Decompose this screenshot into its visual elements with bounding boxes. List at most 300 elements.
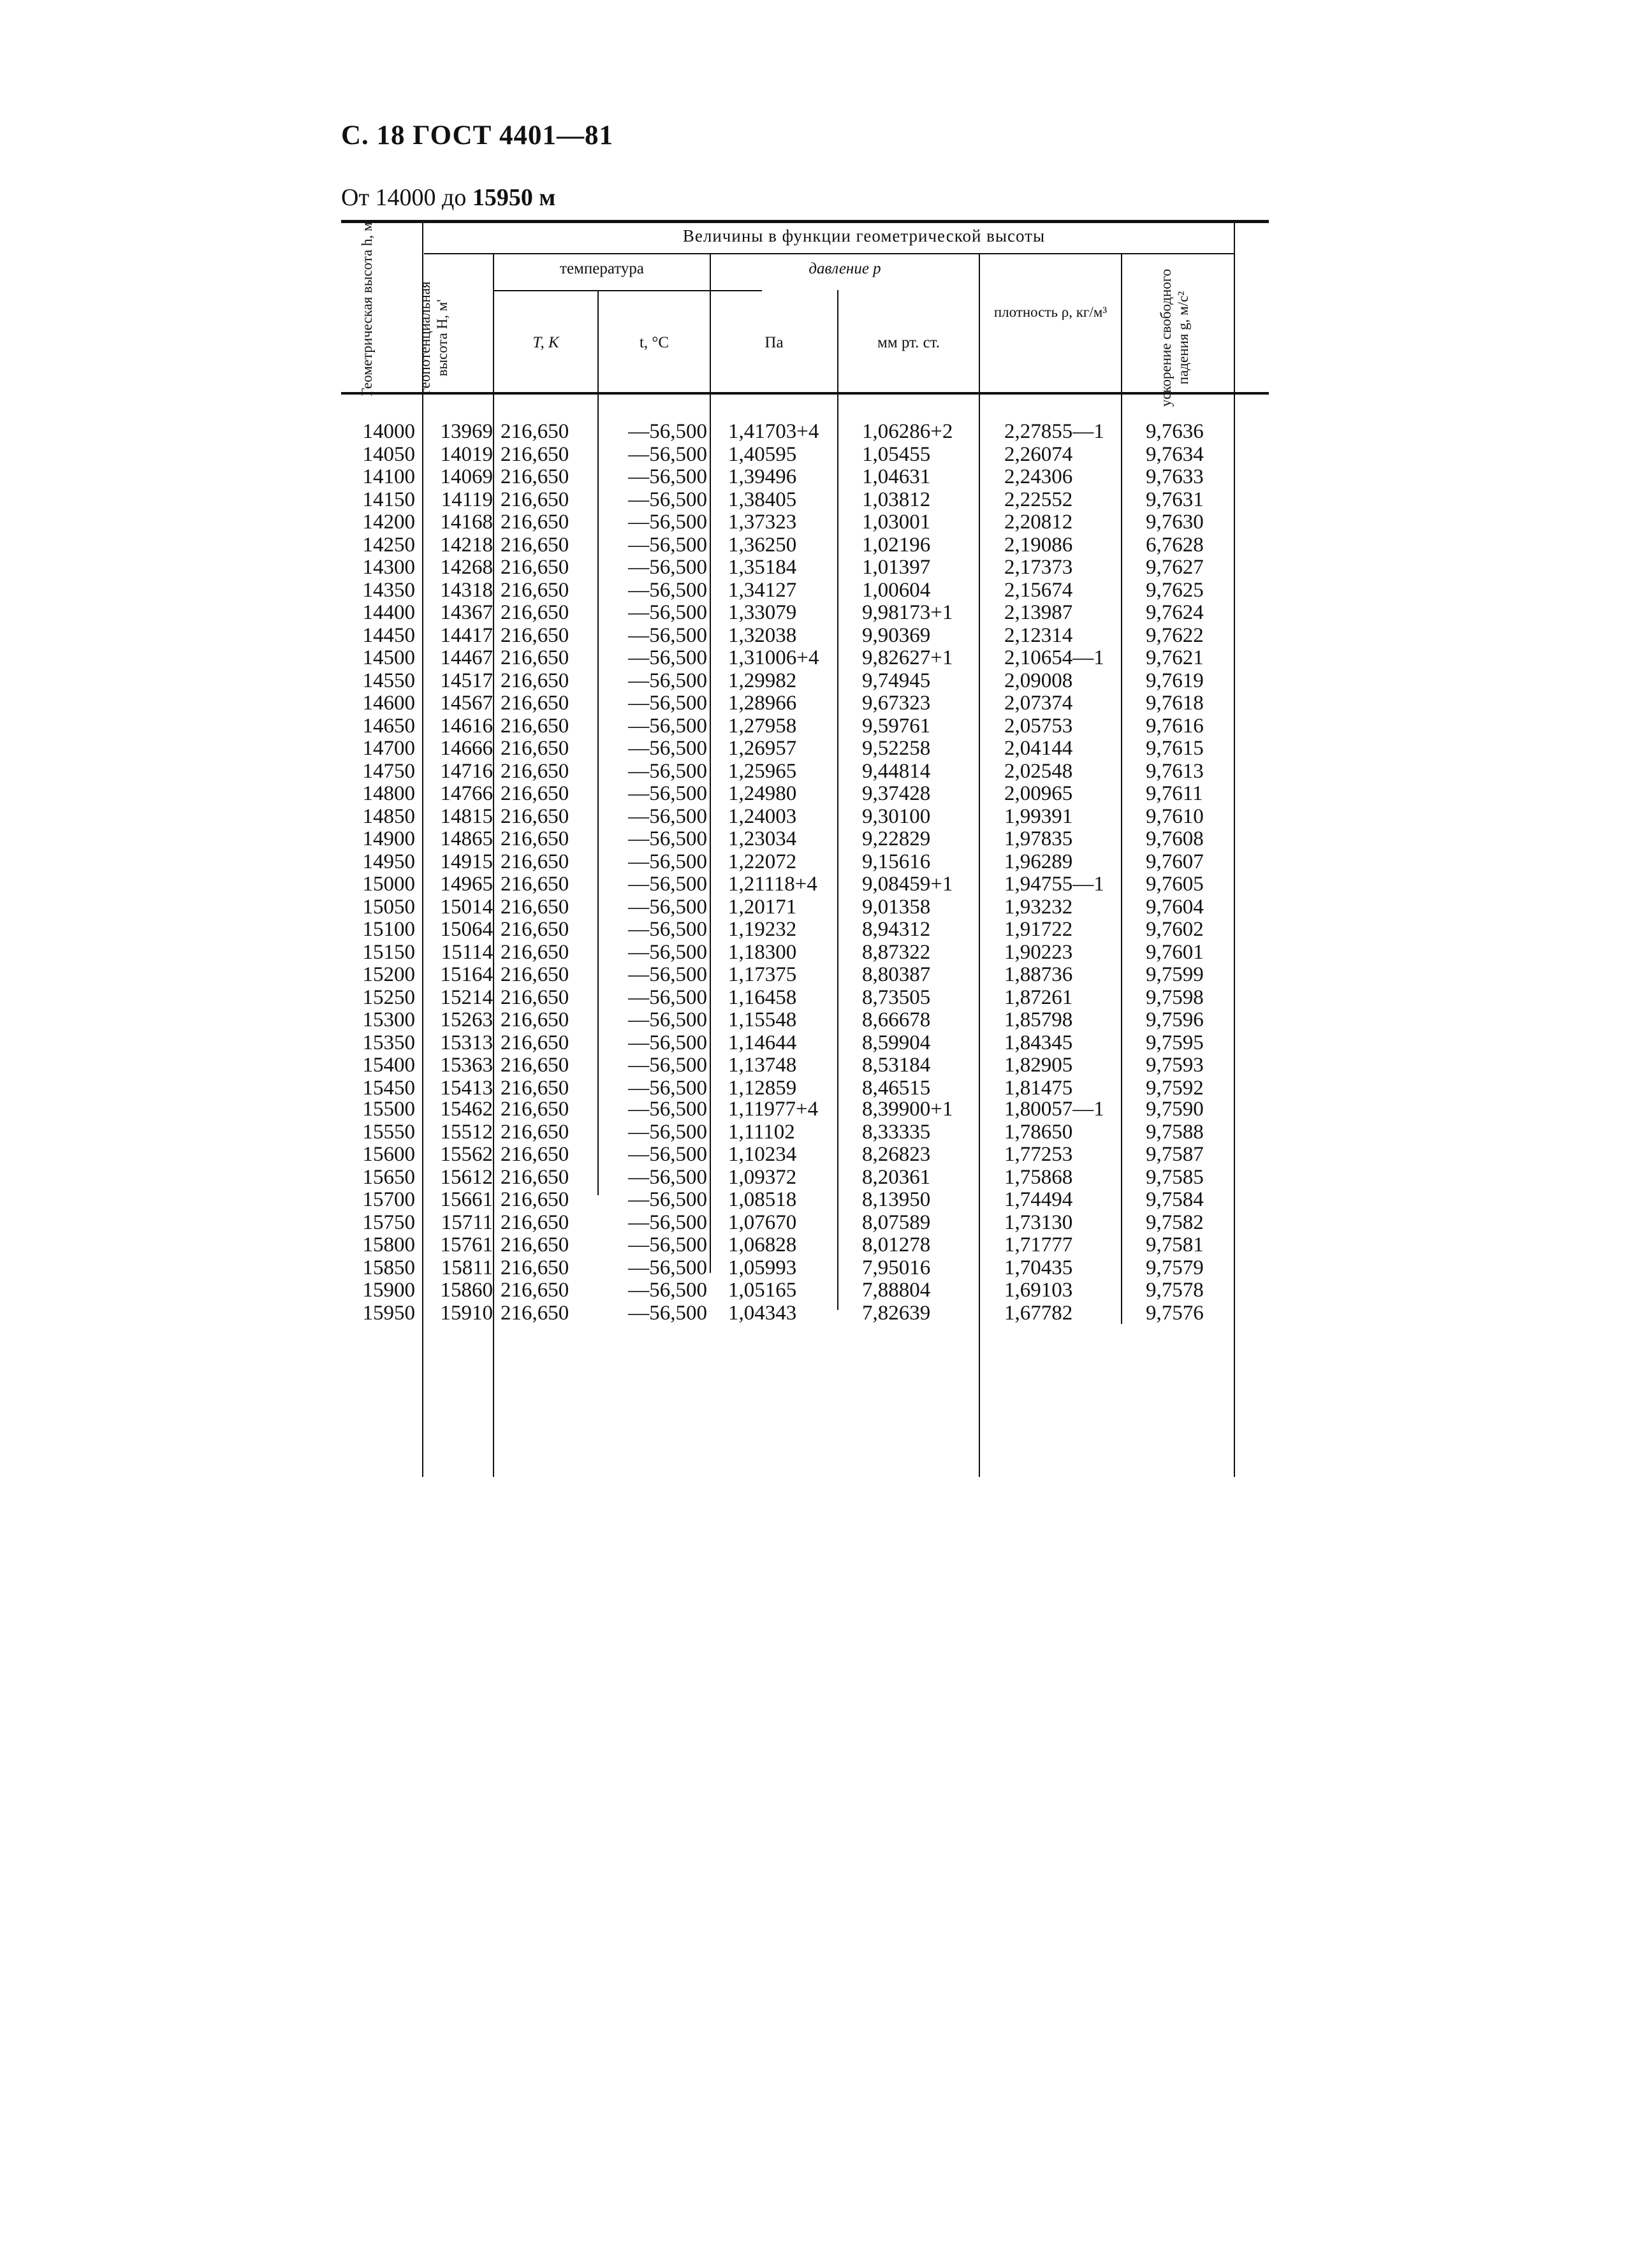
cell-temperature-k: 216,650 — [501, 669, 569, 692]
cell-gravity: 9,7631 — [1146, 488, 1204, 511]
cell-pressure-mmhg: 1,03812 — [862, 488, 931, 511]
cell-geopotential-height: 15462 — [440, 1098, 493, 1121]
cell-geopotential-height: 15014 — [440, 895, 493, 919]
table-row — [341, 602, 1269, 625]
cell-geometric-height: 14100 — [362, 465, 415, 488]
cell-gravity: 9,7604 — [1146, 895, 1204, 919]
cell-pressure-pa: 1,27958 — [728, 714, 797, 738]
cell-pressure-pa: 1,23034 — [728, 827, 797, 850]
cell-geopotential-height: 14616 — [440, 714, 493, 738]
cell-temperature-c: —56,500 — [628, 646, 707, 669]
cell-density: 1,99391 — [1004, 804, 1073, 828]
cell-temperature-k: 216,650 — [501, 1188, 569, 1211]
cell-temperature-k: 216,650 — [501, 1165, 569, 1189]
cell-pressure-pa: 1,17375 — [728, 963, 797, 986]
cell-gravity: 9,7578 — [1146, 1279, 1204, 1302]
cell-gravity: 9,7615 — [1146, 737, 1204, 760]
table-row — [341, 760, 1269, 783]
cell-geopotential-height: 14218 — [440, 533, 493, 556]
cell-temperature-c: —56,500 — [628, 556, 707, 579]
cell-temperature-k: 216,650 — [501, 601, 569, 624]
cell-temperature-k: 216,650 — [501, 623, 569, 647]
cell-gravity: 9,7619 — [1146, 669, 1204, 692]
cell-temperature-c: —56,500 — [628, 1008, 707, 1031]
table-row — [341, 1234, 1269, 1257]
cell-gravity: 9,7625 — [1146, 578, 1204, 602]
cell-temperature-k: 216,650 — [501, 1233, 569, 1256]
cell-pressure-mmhg: 8,39900+1 — [862, 1098, 953, 1121]
cell-geopotential-height: 14069 — [440, 465, 493, 488]
cell-temperature-k: 216,650 — [501, 420, 569, 443]
cell-density: 1,77253 — [1004, 1143, 1073, 1166]
table-row — [341, 421, 1269, 444]
header-geometric-height: Геометрическая высота h, м — [359, 222, 375, 396]
cell-gravity: 9,7630 — [1146, 511, 1204, 534]
cell-pressure-mmhg: 8,80387 — [862, 963, 931, 986]
cell-gravity: 9,7601 — [1146, 940, 1204, 964]
table-row — [341, 828, 1269, 851]
cell-pressure-mmhg: 8,26823 — [862, 1143, 931, 1166]
cell-geometric-height: 15800 — [362, 1233, 415, 1256]
cell-density: 1,82905 — [1004, 1054, 1073, 1077]
cell-pressure-mmhg: 9,01358 — [862, 895, 931, 919]
cell-geopotential-height: 15661 — [440, 1188, 493, 1211]
cell-gravity: 6,7628 — [1146, 533, 1204, 556]
cell-pressure-mmhg: 1,06286+2 — [862, 420, 953, 443]
cell-pressure-mmhg: 8,46515 — [862, 1076, 931, 1100]
cell-density: 1,71777 — [1004, 1233, 1073, 1256]
cell-geometric-height: 14000 — [362, 420, 415, 443]
row-group — [341, 647, 1269, 873]
table-row — [341, 783, 1269, 806]
cell-gravity: 9,7616 — [1146, 714, 1204, 738]
cell-density: 1,75868 — [1004, 1165, 1073, 1189]
table-row — [341, 873, 1269, 896]
cell-gravity: 9,7582 — [1146, 1210, 1204, 1234]
cell-temperature-c: —56,500 — [628, 985, 707, 1009]
cell-geopotential-height: 15363 — [440, 1054, 493, 1077]
cell-temperature-c: —56,500 — [628, 1301, 707, 1325]
cell-temperature-k: 216,650 — [501, 714, 569, 738]
cell-gravity: 9,7579 — [1146, 1256, 1204, 1279]
cell-density: 2,20812 — [1004, 511, 1073, 534]
cell-temperature-c: —56,500 — [628, 1233, 707, 1256]
cell-pressure-mmhg: 1,02196 — [862, 533, 931, 556]
cell-geopotential-height: 15612 — [440, 1165, 493, 1189]
cell-geometric-height: 15400 — [362, 1054, 415, 1077]
cell-temperature-c: —56,500 — [628, 1188, 707, 1211]
cell-gravity: 9,7576 — [1146, 1301, 1204, 1325]
cell-temperature-c: —56,500 — [628, 1120, 707, 1144]
cell-temperature-k: 216,650 — [501, 1031, 569, 1054]
cell-density: 1,90223 — [1004, 940, 1073, 964]
cell-geopotential-height: 15811 — [441, 1256, 493, 1279]
cell-gravity: 9,7599 — [1146, 963, 1204, 986]
cell-geometric-height: 15450 — [362, 1076, 415, 1100]
cell-gravity: 9,7621 — [1146, 646, 1204, 669]
cell-density: 1,84345 — [1004, 1031, 1073, 1054]
cell-geopotential-height: 14417 — [440, 623, 493, 647]
cell-pressure-pa: 1,28966 — [728, 692, 797, 715]
cell-geometric-height: 14950 — [362, 850, 415, 873]
cell-temperature-c: —56,500 — [628, 601, 707, 624]
cell-pressure-mmhg: 1,03001 — [862, 511, 931, 534]
cell-temperature-k: 216,650 — [501, 1256, 569, 1279]
cell-geopotential-height: 15263 — [440, 1008, 493, 1031]
cell-temperature-k: 216,650 — [501, 1301, 569, 1325]
table-row — [341, 556, 1269, 579]
cell-geopotential-height: 14318 — [440, 578, 493, 602]
cell-temperature-k: 216,650 — [501, 1143, 569, 1166]
cell-density: 1,97835 — [1004, 827, 1073, 850]
cell-temperature-k: 216,650 — [501, 918, 569, 941]
cell-temperature-c: —56,500 — [628, 511, 707, 534]
cell-geometric-height: 14700 — [362, 737, 415, 760]
cell-geometric-height: 14350 — [362, 578, 415, 602]
row-group — [341, 873, 1269, 1100]
cell-pressure-mmhg: 8,13950 — [862, 1188, 931, 1211]
cell-pressure-pa: 1,06828 — [728, 1233, 797, 1256]
cell-temperature-c: —56,500 — [628, 873, 707, 896]
cell-geometric-height: 15700 — [362, 1188, 415, 1211]
table-row — [341, 1212, 1269, 1235]
table-row — [341, 534, 1269, 557]
cell-temperature-c: —56,500 — [628, 1165, 707, 1189]
cell-geometric-height: 14250 — [362, 533, 415, 556]
cell-density: 1,70435 — [1004, 1256, 1073, 1279]
cell-gravity: 9,7592 — [1146, 1076, 1204, 1100]
header-gravity: ускорение свободного падения g, м/с² — [1158, 268, 1191, 407]
cell-pressure-mmhg: 9,44814 — [862, 759, 931, 783]
cell-density: 2,13987 — [1004, 601, 1073, 624]
table-row — [341, 987, 1269, 1010]
cell-density: 2,17373 — [1004, 556, 1073, 579]
cell-gravity: 9,7634 — [1146, 442, 1204, 466]
cell-geopotential-height: 15064 — [440, 918, 493, 941]
cell-density: 1,73130 — [1004, 1210, 1073, 1234]
cell-pressure-mmhg: 7,82639 — [862, 1301, 931, 1325]
cell-pressure-mmhg: 9,15616 — [862, 850, 931, 873]
cell-density: 2,05753 — [1004, 714, 1073, 738]
cell-geopotential-height: 14567 — [440, 692, 493, 715]
cell-geometric-height: 14800 — [362, 782, 415, 805]
cell-temperature-k: 216,650 — [501, 578, 569, 602]
cell-geometric-height: 15350 — [362, 1031, 415, 1054]
cell-pressure-mmhg: 7,95016 — [862, 1256, 931, 1279]
cell-temperature-c: —56,500 — [628, 1210, 707, 1234]
page-header: С. 18 ГОСТ 4401—81 — [341, 120, 614, 150]
header-T: T, К — [532, 334, 559, 351]
cell-geometric-height: 15200 — [362, 963, 415, 986]
cell-pressure-mmhg: 1,00604 — [862, 578, 931, 602]
cell-gravity: 9,7636 — [1146, 420, 1204, 443]
cell-temperature-k: 216,650 — [501, 646, 569, 669]
cell-geopotential-height: 14716 — [440, 759, 493, 783]
cell-geopotential-height: 15114 — [441, 940, 493, 964]
cell-temperature-c: —56,500 — [628, 420, 707, 443]
cell-density: 1,93232 — [1004, 895, 1073, 919]
cell-density: 2,00965 — [1004, 782, 1073, 805]
cell-geopotential-height: 14268 — [440, 556, 493, 579]
table-row — [341, 715, 1269, 738]
cell-temperature-c: —56,500 — [628, 465, 707, 488]
cell-temperature-k: 216,650 — [501, 963, 569, 986]
cell-gravity: 9,7584 — [1146, 1188, 1204, 1211]
cell-density: 1,91722 — [1004, 918, 1073, 941]
cell-geometric-height: 15550 — [362, 1120, 415, 1144]
cell-geopotential-height: 15164 — [440, 963, 493, 986]
cell-temperature-c: —56,500 — [628, 1076, 707, 1100]
table-row — [341, 941, 1269, 964]
cell-density: 2,04144 — [1004, 737, 1073, 760]
cell-temperature-c: —56,500 — [628, 1054, 707, 1077]
cell-density: 2,24306 — [1004, 465, 1073, 488]
cell-pressure-pa: 1,20171 — [728, 895, 797, 919]
cell-geometric-height: 14500 — [362, 646, 415, 669]
row-group — [341, 421, 1269, 647]
header-bottom-rule — [341, 392, 1269, 395]
cell-gravity: 9,7611 — [1146, 782, 1203, 805]
cell-temperature-c: —56,500 — [628, 692, 707, 715]
cell-temperature-k: 216,650 — [501, 782, 569, 805]
cell-temperature-k: 216,650 — [501, 556, 569, 579]
table-row — [341, 444, 1269, 467]
cell-density: 1,96289 — [1004, 850, 1073, 873]
cell-pressure-pa: 1,08518 — [728, 1188, 797, 1211]
cell-temperature-c: —56,500 — [628, 1256, 707, 1279]
table-row — [341, 806, 1269, 829]
cell-temperature-k: 216,650 — [501, 1120, 569, 1144]
cell-pressure-mmhg: 8,73505 — [862, 985, 931, 1009]
table-row — [341, 1189, 1269, 1212]
cell-temperature-k: 216,650 — [501, 759, 569, 783]
cell-geopotential-height: 14965 — [440, 873, 493, 896]
table-row — [341, 1144, 1269, 1167]
cell-gravity: 9,7587 — [1146, 1143, 1204, 1166]
table-row — [341, 919, 1269, 941]
table-row — [341, 1077, 1269, 1100]
cell-pressure-pa: 1,13748 — [728, 1054, 797, 1077]
cell-geometric-height: 15300 — [362, 1008, 415, 1031]
atmosphere-table — [341, 220, 1269, 1477]
cell-density: 2,07374 — [1004, 692, 1073, 715]
table-row — [341, 1032, 1269, 1055]
cell-pressure-mmhg: 9,59761 — [862, 714, 931, 738]
cell-pressure-pa: 1,11102 — [728, 1120, 795, 1144]
cell-temperature-c: —56,500 — [628, 488, 707, 511]
cell-geometric-height: 14850 — [362, 804, 415, 828]
cell-pressure-mmhg: 8,01278 — [862, 1233, 931, 1256]
subheader-rule — [494, 290, 762, 291]
cell-geopotential-height: 15413 — [440, 1076, 493, 1100]
cell-pressure-pa: 1,18300 — [728, 940, 797, 964]
cell-temperature-c: —56,500 — [628, 442, 707, 466]
cell-temperature-k: 216,650 — [501, 1210, 569, 1234]
cell-pressure-mmhg: 9,37428 — [862, 782, 931, 805]
cell-geometric-height: 15150 — [362, 940, 415, 964]
cell-pressure-mmhg: 9,90369 — [862, 623, 931, 647]
cell-geometric-height: 14450 — [362, 623, 415, 647]
cell-density: 1,88736 — [1004, 963, 1073, 986]
cell-temperature-k: 216,650 — [501, 940, 569, 964]
cell-pressure-pa: 1,19232 — [728, 918, 797, 941]
table-row — [341, 1009, 1269, 1032]
cell-geopotential-height: 14915 — [440, 850, 493, 873]
cell-pressure-pa: 1,36250 — [728, 533, 797, 556]
cell-temperature-c: —56,500 — [628, 850, 707, 873]
cell-pressure-mmhg: 1,05455 — [862, 442, 931, 466]
cell-temperature-c: —56,500 — [628, 578, 707, 602]
cell-pressure-mmhg: 9,52258 — [862, 737, 931, 760]
cell-temperature-c: —56,500 — [628, 804, 707, 828]
cell-pressure-pa: 1,38405 — [728, 488, 797, 511]
cell-temperature-c: —56,500 — [628, 714, 707, 738]
table-row — [341, 647, 1269, 670]
cell-pressure-mmhg: 9,30100 — [862, 804, 931, 828]
table-row — [341, 851, 1269, 874]
cell-pressure-pa: 1,05993 — [728, 1256, 797, 1279]
cell-gravity: 9,7607 — [1146, 850, 1204, 873]
cell-geopotential-height: 14467 — [440, 646, 493, 669]
cell-pressure-pa: 1,16458 — [728, 985, 797, 1009]
cell-temperature-k: 216,650 — [501, 488, 569, 511]
cell-geometric-height: 14400 — [362, 601, 415, 624]
cell-geometric-height: 15650 — [362, 1165, 415, 1189]
cell-temperature-k: 216,650 — [501, 804, 569, 828]
header-geopotential-height: геопотенциальная высота H, м' — [417, 281, 450, 395]
cell-temperature-k: 216,650 — [501, 1279, 569, 1302]
cell-geopotential-height: 15512 — [440, 1120, 493, 1144]
cell-pressure-pa: 1,35184 — [728, 556, 797, 579]
cell-density: 1,87261 — [1004, 985, 1073, 1009]
header-pressure: давление p — [808, 260, 881, 277]
cell-gravity: 9,7590 — [1146, 1098, 1204, 1121]
cell-density: 1,78650 — [1004, 1120, 1073, 1144]
header-density: плотность ρ, кг/м³ — [993, 304, 1108, 320]
cell-geometric-height: 14750 — [362, 759, 415, 783]
cell-density: 1,81475 — [1004, 1076, 1073, 1100]
table-row — [341, 738, 1269, 760]
table-row — [341, 579, 1269, 602]
cell-geometric-height: 14650 — [362, 714, 415, 738]
cell-geopotential-height: 14865 — [440, 827, 493, 850]
cell-geometric-height: 14150 — [362, 488, 415, 511]
cell-temperature-k: 216,650 — [501, 1008, 569, 1031]
table-top-rule — [341, 220, 1269, 223]
cell-geopotential-height: 15562 — [440, 1143, 493, 1166]
cell-geopotential-height: 15214 — [440, 985, 493, 1009]
cell-geometric-height: 14300 — [362, 556, 415, 579]
cell-geopotential-height: 14168 — [440, 511, 493, 534]
cell-gravity: 9,7624 — [1146, 601, 1204, 624]
table-row — [341, 670, 1269, 693]
cell-pressure-pa: 1,37323 — [728, 511, 797, 534]
cell-geopotential-height: 14766 — [440, 782, 493, 805]
cell-density: 1,67782 — [1004, 1301, 1073, 1325]
cell-pressure-pa: 1,24980 — [728, 782, 797, 805]
cell-pressure-pa: 1,33079 — [728, 601, 797, 624]
cell-temperature-c: —56,500 — [628, 963, 707, 986]
cell-pressure-pa: 1,26957 — [728, 737, 797, 760]
cell-temperature-k: 216,650 — [501, 465, 569, 488]
cell-pressure-pa: 1,41703+4 — [728, 420, 819, 443]
cell-pressure-pa: 1,12859 — [728, 1076, 797, 1100]
cell-temperature-c: —56,500 — [628, 759, 707, 783]
cell-pressure-mmhg: 1,04631 — [862, 465, 931, 488]
cell-pressure-pa: 1,34127 — [728, 578, 797, 602]
cell-geometric-height: 15050 — [362, 895, 415, 919]
cell-geopotential-height: 14517 — [440, 669, 493, 692]
table-row — [341, 964, 1269, 987]
cell-temperature-c: —56,500 — [628, 918, 707, 941]
cell-geometric-height: 14200 — [362, 511, 415, 534]
cell-density: 2,12314 — [1004, 623, 1073, 647]
cell-temperature-k: 216,650 — [501, 1098, 569, 1121]
cell-pressure-mmhg: 8,94312 — [862, 918, 931, 941]
cell-gravity: 9,7595 — [1146, 1031, 1204, 1054]
cell-gravity: 9,7627 — [1146, 556, 1204, 579]
cell-pressure-pa: 1,21118+4 — [728, 873, 817, 896]
cell-density: 1,94755—1 — [1004, 873, 1104, 896]
cell-geopotential-height: 15910 — [440, 1301, 493, 1325]
cell-density: 2,26074 — [1004, 442, 1073, 466]
cell-geopotential-height: 14367 — [440, 601, 493, 624]
cell-pressure-pa: 1,29982 — [728, 669, 797, 692]
cell-pressure-pa: 1,40595 — [728, 442, 797, 466]
cell-pressure-mmhg: 8,20361 — [862, 1165, 931, 1189]
group-header-rule — [424, 253, 1234, 254]
cell-pressure-mmhg: 8,33335 — [862, 1120, 931, 1144]
cell-pressure-pa: 1,22072 — [728, 850, 797, 873]
cell-pressure-mmhg: 8,53184 — [862, 1054, 931, 1077]
cell-density: 2,19086 — [1004, 533, 1073, 556]
cell-geometric-height: 15100 — [362, 918, 415, 941]
cell-gravity: 9,7581 — [1146, 1233, 1204, 1256]
cell-geopotential-height: 14119 — [441, 488, 493, 511]
cell-geopotential-height: 15313 — [440, 1031, 493, 1054]
cell-temperature-c: —56,500 — [628, 623, 707, 647]
cell-pressure-pa: 1,32038 — [728, 623, 797, 647]
cell-geopotential-height: 15860 — [440, 1279, 493, 1302]
cell-temperature-k: 216,650 — [501, 442, 569, 466]
cell-pressure-mmhg: 7,88804 — [862, 1279, 931, 1302]
cell-pressure-pa: 1,14644 — [728, 1031, 797, 1054]
cell-gravity: 9,7605 — [1146, 873, 1204, 896]
cell-geopotential-height: 15711 — [441, 1210, 493, 1234]
cell-geometric-height: 15850 — [362, 1256, 415, 1279]
cell-pressure-mmhg: 9,82627+1 — [862, 646, 953, 669]
cell-temperature-k: 216,650 — [501, 511, 569, 534]
group-header: Величины в функции геометрической высоты — [682, 226, 1046, 245]
table-row — [341, 489, 1269, 512]
table-row — [341, 1167, 1269, 1189]
table-row — [341, 466, 1269, 489]
cell-temperature-c: —56,500 — [628, 895, 707, 919]
table-row — [341, 1121, 1269, 1144]
cell-gravity: 9,7633 — [1146, 465, 1204, 488]
cell-geopotential-height: 15761 — [440, 1233, 493, 1256]
cell-gravity: 9,7588 — [1146, 1120, 1204, 1144]
cell-geopotential-height: 14815 — [440, 804, 493, 828]
cell-temperature-c: —56,500 — [628, 533, 707, 556]
cell-density: 2,22552 — [1004, 488, 1073, 511]
cell-geometric-height: 15600 — [362, 1143, 415, 1166]
cell-pressure-mmhg: 9,08459+1 — [862, 873, 953, 896]
cell-temperature-c: —56,500 — [628, 1143, 707, 1166]
cell-density: 2,27855—1 — [1004, 420, 1104, 443]
header-pa: Па — [764, 334, 784, 351]
table-row — [341, 1257, 1269, 1280]
